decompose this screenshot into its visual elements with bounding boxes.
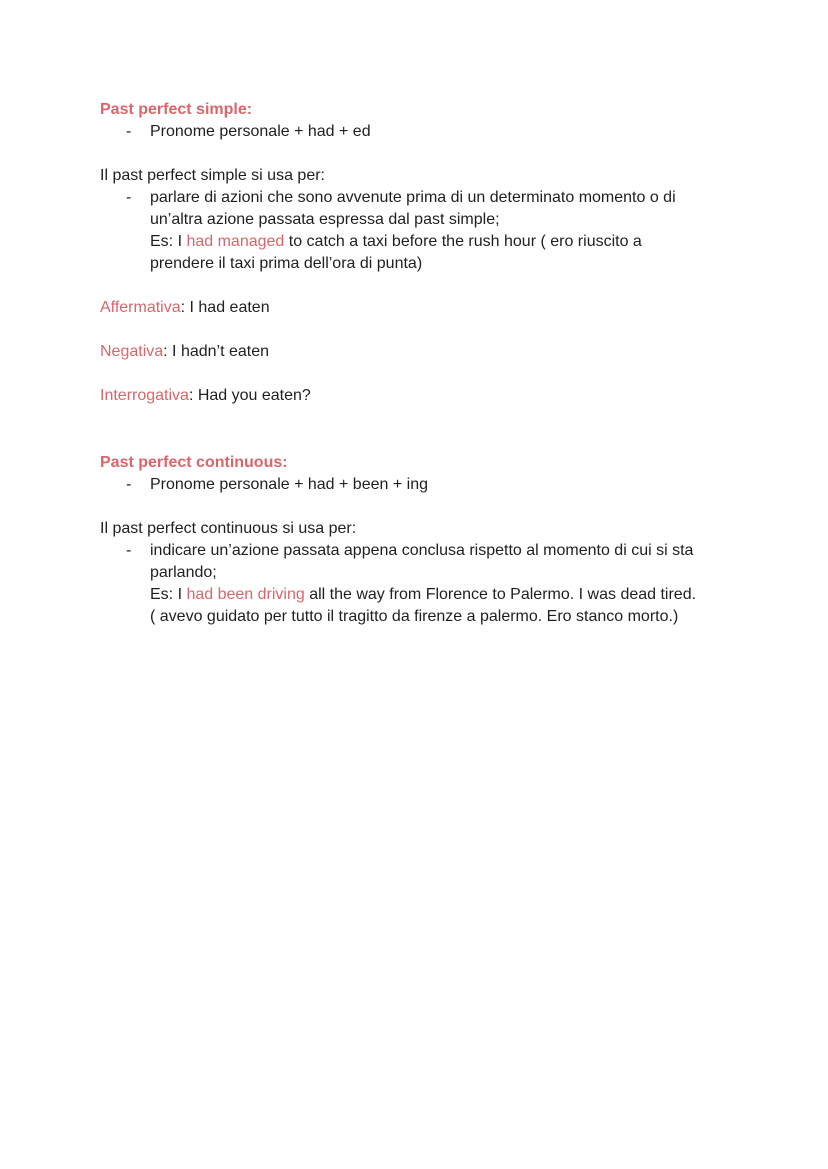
usage-intro-simple: Il past perfect simple si usa per: (100, 167, 325, 184)
section-title-past-perfect-continuous: Past perfect continuous: (100, 454, 288, 471)
form-separator: : (163, 343, 173, 360)
form-separator: : (188, 387, 198, 404)
example-prefix: Es: I (150, 586, 187, 603)
usage-line-simple-2: un’altra azione passata espressa dal past simple; (150, 211, 500, 228)
usage-line-simple-1: parlare di azioni che sono avvenute prima di un determinato momento o di (150, 189, 676, 206)
form-label: Affermativa (100, 299, 181, 316)
bullet-dash: - (126, 189, 132, 206)
formula-simple: Pronome personale + had + ed (150, 123, 371, 140)
bullet-dash: - (126, 476, 132, 493)
example-highlight: had managed (186, 233, 285, 250)
example-rest: all the way from Florence to Palermo. I was dead tired. (304, 586, 697, 603)
usage-line-continuous-1: indicare un’azione passata appena conclusa rispetto al momento di cui si sta (150, 542, 694, 559)
form-label: Negativa (100, 343, 164, 360)
form-separator: : (180, 299, 190, 316)
form-interrogativa (100, 385, 311, 407)
example-continuous-line-2: ( avevo guidato per tutto il tragitto da firenze a palermo. Ero stanco morto.) (150, 608, 679, 625)
example-continuous-line-1 (150, 584, 696, 606)
example-simple-line-2: prendere il taxi prima dell’ora di punta) (150, 255, 423, 272)
example-prefix: Es: I (150, 233, 187, 250)
formula-continuous: Pronome personale + had + been + ing (150, 476, 428, 493)
example-rest: to catch a taxi before the rush hour ( ero riuscito a (284, 233, 642, 250)
section-title-past-perfect-simple: Past perfect simple: (100, 101, 253, 118)
form-negativa (100, 341, 269, 363)
form-text: Had you eaten? (197, 387, 311, 404)
example-simple-line-1 (150, 231, 642, 253)
usage-intro-continuous: Il past perfect continuous si usa per: (100, 520, 357, 537)
form-text: I hadn’t eaten (172, 343, 270, 360)
form-text: I had eaten (189, 299, 270, 316)
form-affermativa (100, 297, 270, 319)
bullet-dash: - (126, 542, 132, 559)
example-highlight: had been driving (186, 586, 305, 603)
form-label: Interrogativa (100, 387, 189, 404)
usage-line-continuous-2: parlando; (150, 564, 217, 581)
bullet-dash: - (126, 123, 132, 140)
